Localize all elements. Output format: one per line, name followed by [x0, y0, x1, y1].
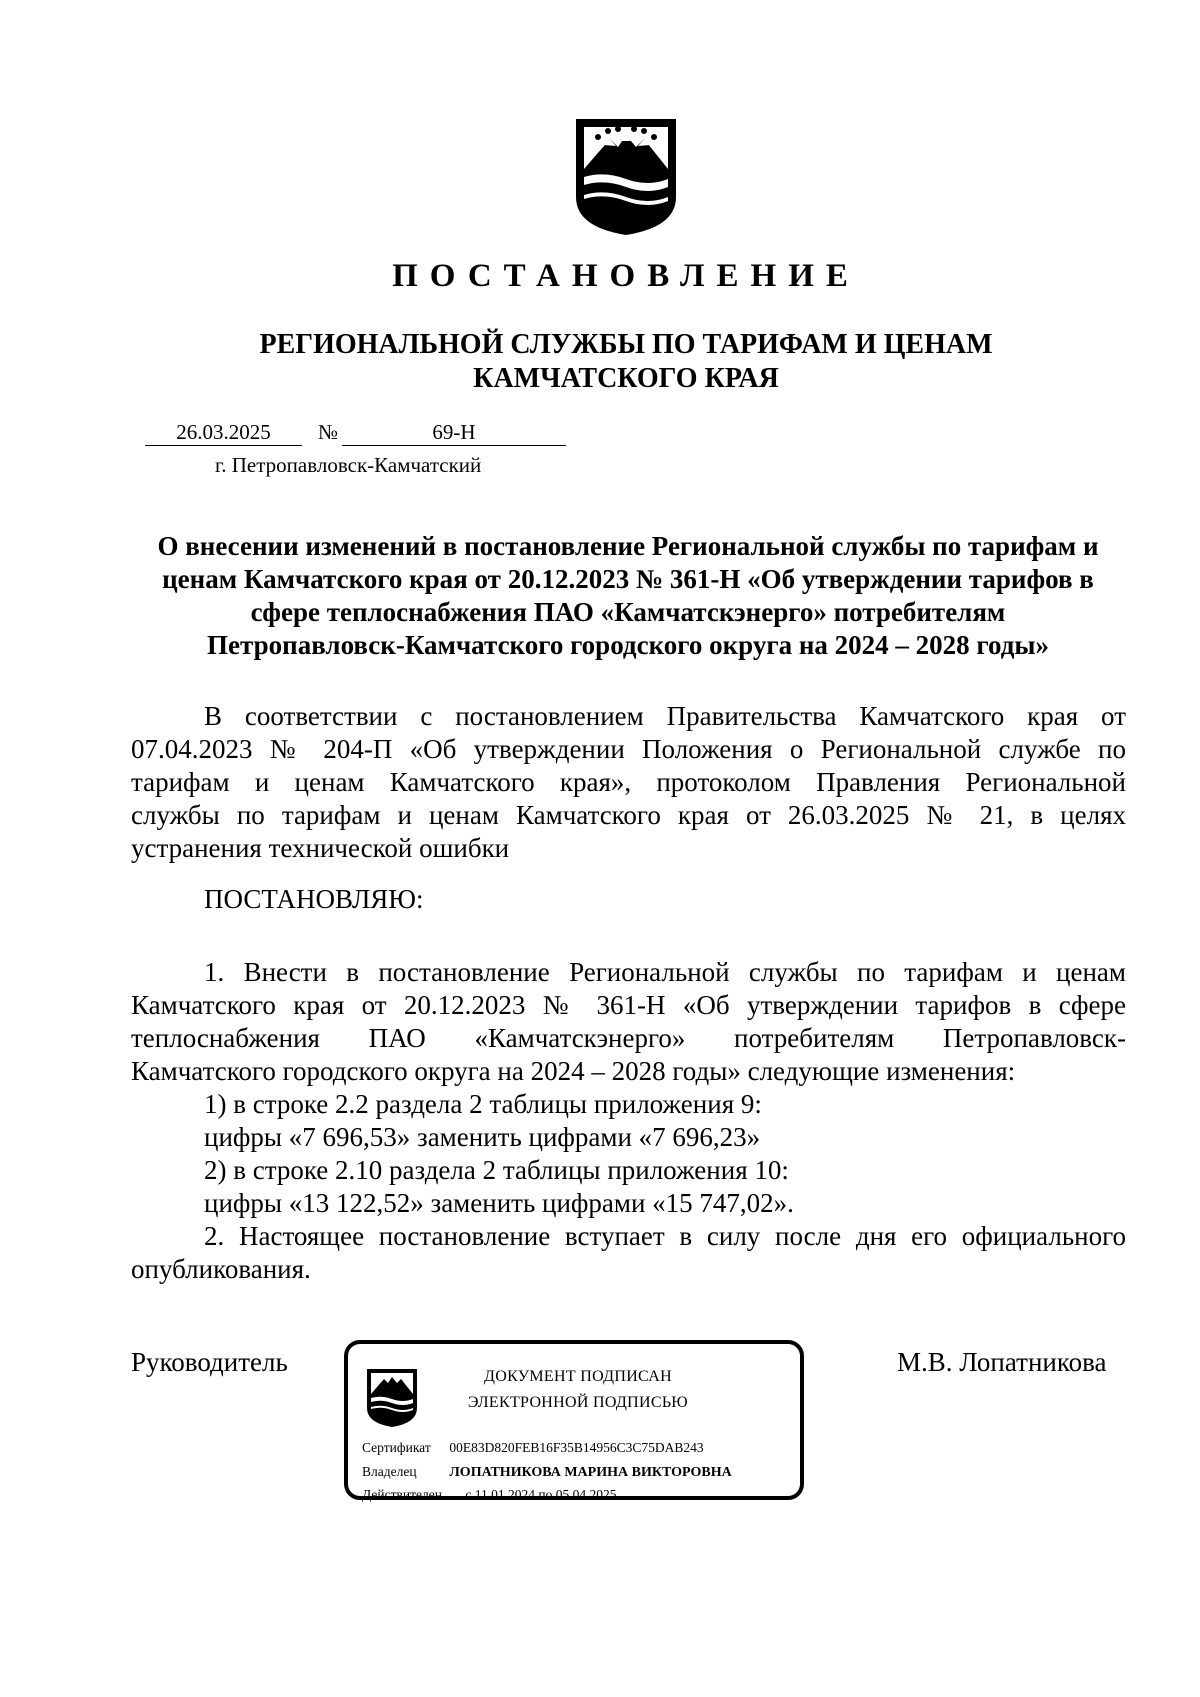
item1-line: Камчатского края от 20.12.2023 № 361-Н «Об утверждении тарифов в сфере: [131, 990, 1126, 1020]
subject-line: ценам Камчатского края от 20.12.2023 № 361-Н «Об утверждении тарифов в: [162, 564, 1094, 594]
preamble-line: В соответствии с постановлением Правительства Камчатского края от: [204, 701, 1126, 731]
kamchatka-coat-of-arms-icon: [574, 113, 678, 237]
owner-label: Владелец: [362, 1464, 417, 1479]
subject-line: Петропавловск-Камчатского городского округа на 2024 – 2028 годы»: [207, 630, 1049, 660]
signatory-name: М.В. Лопатникова: [897, 1347, 1107, 1377]
document-city: г. Петропавловск-Камчатский: [215, 453, 482, 477]
stamp-owner-row: [362, 1464, 732, 1481]
number-sign: №: [318, 420, 339, 444]
item1-line: теплоснабжения ПАО «Камчатскэнерго» потребителям Петропавловск-: [131, 1023, 1126, 1053]
stamp-title-line: ЭЛЕКТРОННОЙ ПОДПИСЬЮ: [467, 1394, 689, 1411]
item2-line: 2. Настоящее постановление вступает в силу после дня его официального: [204, 1221, 1126, 1251]
stamp-title-line: ДОКУМЕНТ ПОДПИСАН: [484, 1368, 672, 1385]
stamp-validity-row: [362, 1487, 616, 1503]
preamble-line: устранения технической ошибки: [131, 833, 510, 863]
decree-word: ПОСТАНОВЛЯЮ:: [204, 884, 424, 914]
stamp-title: [448, 1364, 708, 1416]
agency-name-line: РЕГИОНАЛЬНОЙ СЛУЖБЫ ПО ТАРИФАМ И ЦЕНАМ: [259, 329, 993, 360]
electronic-signature-stamp: [344, 1340, 804, 1500]
subject-line: О внесении изменений в постановление Региональной службы по тарифам и: [157, 531, 1099, 561]
preamble-paragraph: [131, 700, 1126, 865]
owner-value: ЛОПАТНИКОВА МАРИНА ВИКТОРОВНА: [449, 1465, 732, 1480]
item1-line: 1. Внести в постановление Региональной службы по тарифам и ценам: [204, 957, 1126, 987]
preamble-line: службы по тарифам и ценам Камчатского края от 26.03.2025 № 21, в целях: [131, 800, 1126, 830]
validity-label: Действителен: [362, 1487, 442, 1502]
document-subject: [130, 530, 1126, 662]
item1-subitem: цифры «7 696,53» заменить цифрами «7 696,23»: [204, 1122, 761, 1152]
agency-name: [0, 328, 1200, 396]
stamp-coat-of-arms-icon: [366, 1366, 418, 1428]
item1-subitem: цифры «13 122,52» заменить цифрами «15 747,02».: [204, 1188, 794, 1218]
certificate-value: 00E83D820FEB16F35B14956C3C75DAB243: [449, 1440, 704, 1455]
certificate-label: Сертификат: [362, 1440, 431, 1455]
document-date: 26.03.2025: [145, 420, 302, 446]
preamble-line: тарифам и ценам Камчатского края», протоколом Правления Региональной: [131, 767, 1126, 797]
stamp-certificate-row: [362, 1440, 704, 1456]
subject-line: сфере теплоснабжения ПАО «Камчатскэнерго» потребителям: [250, 597, 1006, 627]
validity-value: с 11.01.2024 по 05.04.2025: [465, 1487, 617, 1502]
item1-line: Камчатского городского округа на 2024 – 2028 годы» следующие изменения:: [131, 1056, 1016, 1086]
preamble-line: 07.04.2023 № 204-П «Об утверждении Положения о Региональной службе по: [131, 734, 1126, 764]
document-number: 69-Н: [342, 420, 566, 446]
document-type-title: ПОСТАНОВЛЕНИЕ: [392, 258, 860, 294]
decree-items: [131, 956, 1126, 1286]
item2-line: опубликования.: [131, 1254, 311, 1284]
item1-subitem: 2) в строке 2.10 раздела 2 таблицы приложения 10:: [204, 1155, 789, 1185]
item1-subitem: 1) в строке 2.2 раздела 2 таблицы приложения 9:: [204, 1089, 762, 1119]
agency-name-line: КАМЧАТСКОГО КРАЯ: [473, 363, 779, 394]
signatory-position: Руководитель: [131, 1347, 288, 1377]
